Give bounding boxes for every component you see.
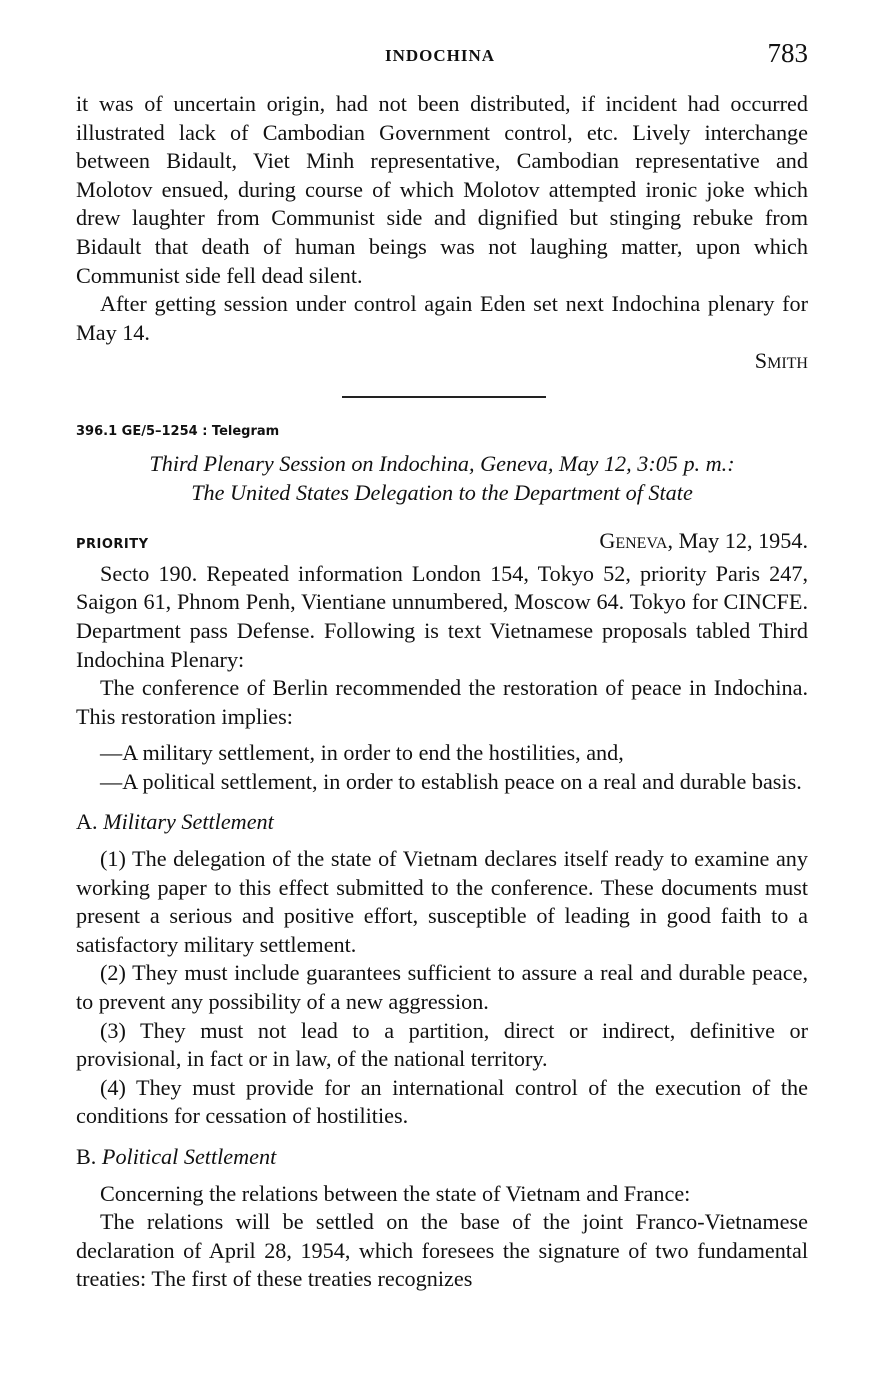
place: Geneva, xyxy=(599,528,674,554)
continuation-paragraph-2: After getting session under control again Eden set next Indochina plenary for May 14. xyxy=(76,291,808,345)
section-a-item-1: (1) The delegation of the state of Vietnam declares itself ready to examine any working paper to this effect submitted to the conference. These documents must present a serious and positive effort, susceptible of leading in good faith to a satisfactory military settlement. xyxy=(76,846,808,957)
dateline xyxy=(76,527,808,560)
section-a-item-2: (2) They must include guarantees sufficient to assure a real and durable peace, to prevent any possibility of a new aggression. xyxy=(76,960,808,1015)
document-file-number: 396.1 GE/5–1254 : Telegram xyxy=(76,423,280,439)
dash-item-political: —A political settlement, in order to establish peace on a real and durable basis. xyxy=(100,768,802,794)
section-b-title: Political Settlement xyxy=(101,1144,277,1169)
section-divider xyxy=(76,376,808,410)
section-a-letter: A. xyxy=(76,809,98,835)
dash-item-military: —A military settlement, in order to end the hostilities, and, xyxy=(100,740,624,766)
section-a-title: Military Settlement xyxy=(103,809,274,835)
continuation-paragraph: it was of uncertain origin, had not been distributed, if incident had occurred illustrated lack of Cambodian Government control, etc. Lively interchange between Bidault, Viet Minh representative, Cambodian representative and Molotov ensued, during course of which Molotov attempted ironic joke which drew laughter from Communist side and dignified but stinging rebuke from Bidault that death of human beings was not laughing matter, upon which Communist side fell dead silent. xyxy=(76,91,808,288)
section-b-intro: Concerning the relations between the state of Vietnam and France: xyxy=(100,1180,691,1206)
page-number: 783 xyxy=(767,38,808,68)
berlin-paragraph: The conference of Berlin recommended the restoration of peace in Indochina. This restoration implies: xyxy=(76,675,808,729)
section-a-heading xyxy=(76,808,808,837)
section-b-letter: B. xyxy=(76,1144,97,1169)
section-b-heading xyxy=(76,1143,808,1172)
signature: Smith xyxy=(754,348,808,374)
priority-label: PRIORITY xyxy=(76,537,149,553)
date: May 12, 1954. xyxy=(678,528,808,554)
section-a-item-3: (3) They must not lead to a partition, direct or indirect, definitive or provisional, in fact or in law, of the national territory. xyxy=(76,1017,808,1072)
section-a-item-4: (4) They must provide for an international control of the execution of the conditions for cessation of hostilities. xyxy=(76,1074,808,1129)
running-title: INDOCHINA xyxy=(384,46,496,65)
section-b-paragraph-1: The relations will be settled on the base of the joint Franco-Vietnamese declaration of April 28, 1954, which foresees the signature of two fundamental treaties: The first of these treaties recognizes xyxy=(76,1209,808,1292)
place-date xyxy=(599,527,808,556)
telegram-intro: Secto 190. Repeated information London 154, Tokyo 52, priority Paris 247, Saigon 61, Phnom Penh, Vientiane unnumbered, Moscow 64. Tokyo for CINCFE. Department pass Defense. Following is text Vietnamese proposals tabled Third Indochina Plenary: xyxy=(76,560,808,672)
document-heading-line-1: Third Plenary Session on Indochina, Geneva, May 12, 3:05 p. m.: xyxy=(149,450,735,476)
body-text xyxy=(76,90,808,1294)
document-heading-line-2: The United States Delegation to the Department of State xyxy=(191,479,693,505)
